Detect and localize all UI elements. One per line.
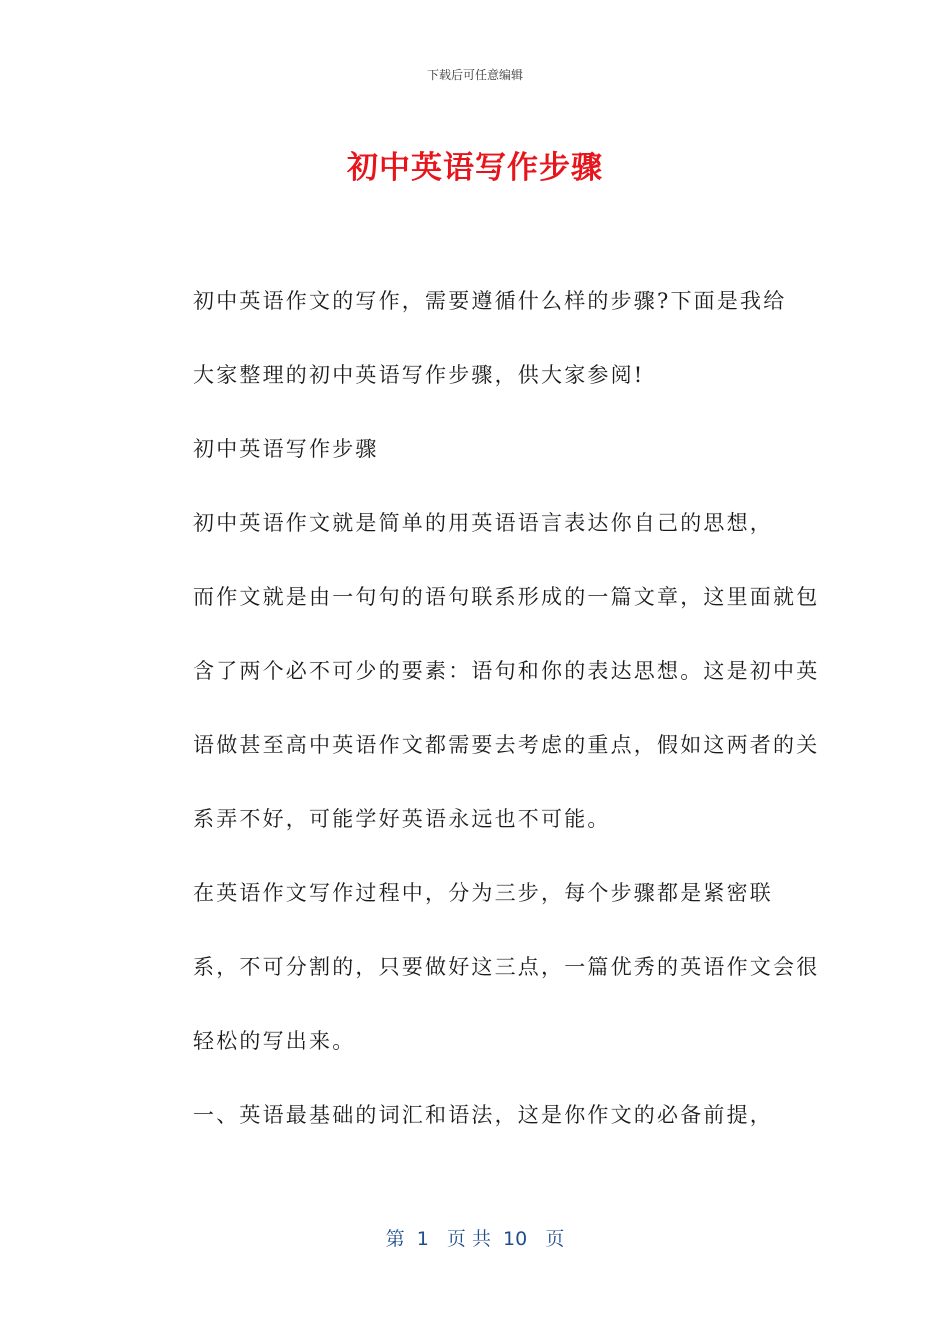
document-title: 初中英语写作步骤 xyxy=(347,150,603,186)
text-line: 大家整理的初中英语写作步骤，供大家参阅! xyxy=(193,363,645,387)
paragraph-three-steps xyxy=(146,856,820,1078)
text-line: 初中英语作文的写作，需要遵循什么样的步骤?下面是我给 xyxy=(193,289,787,313)
page-number-footer: 第 1 页 共 10 页 xyxy=(385,1228,565,1250)
paragraph-step-one xyxy=(146,1078,806,1152)
paragraph-definition xyxy=(146,486,820,856)
text-line: 系，不可分割的，只要做好这三点，一篇优秀的英语作文会很 xyxy=(193,955,820,979)
page-header-note: 下载后可任意编辑 xyxy=(426,68,523,82)
text-line: 一、英语最基础的词汇和语法，这是你作文的必备前提， xyxy=(193,1103,773,1127)
paragraph-subheading xyxy=(146,412,806,486)
text-line: 初中英语作文就是简单的用英语语言表达你自己的思想， xyxy=(193,511,773,535)
text-line: 初中英语写作步骤 xyxy=(193,437,379,461)
text-line: 轻松的写出来。 xyxy=(193,1029,356,1053)
paragraph-intro xyxy=(146,264,806,412)
text-line: 在英语作文写作过程中，分为三步，每个步骤都是紧密联 xyxy=(193,881,773,905)
document-body xyxy=(146,264,820,1152)
text-line: 语做甚至高中英语作文都需要去考虑的重点，假如这两者的关 xyxy=(193,733,820,757)
text-line: 而作文就是由一句句的语句联系形成的一篇文章，这里面就包 xyxy=(193,585,820,609)
text-line: 系弄不好，可能学好英语永远也不可能。 xyxy=(193,807,611,831)
text-line: 含了两个必不可少的要素：语句和你的表达思想。这是初中英 xyxy=(193,659,820,683)
